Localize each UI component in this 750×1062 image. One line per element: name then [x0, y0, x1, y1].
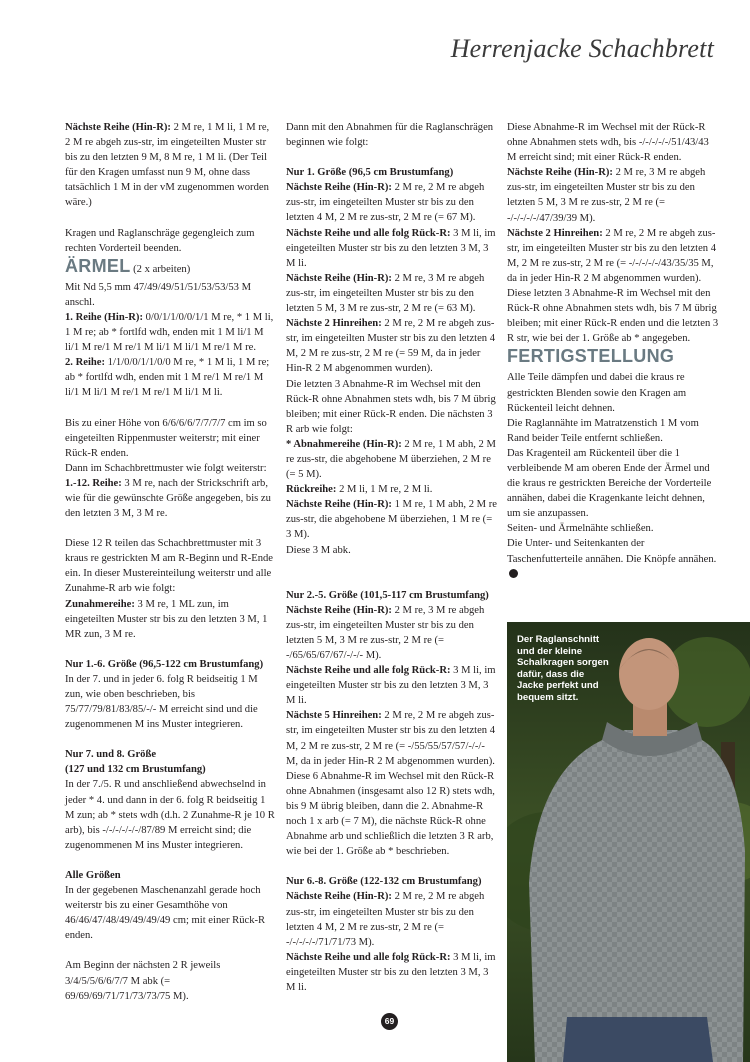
paragraph: Nächste Reihe (Hin-R): 1 M re, 1 M abh, 2 M re zus-str, die abgehobene M überziehen, 1 M re (= 3 M). [286, 499, 497, 541]
paragraph: Nächste 2 Hinreihen: 2 M re, 2 M re abgeh zus-str, im eingeteilten Muster str bis zu den letzten 4 M, 2 M re zus-str, 2 M re (= -/-/-/-/-/43/35/35 M, da in jeder Hin-R 2 M abgenommen wurden). [507, 227, 717, 284]
paragraph: In der 7./5. R und anschließend abwechselnd in jeder * 4. und dann in der 6. folg R beidseitig 1 M zun; ab * stets wdh (d.h. 2 Zunahme-R je 10 R arb), bis -/-/-/-/-/-/87/89 M erreicht sind; die zugenommenen M ins Muster integrieren. [65, 779, 275, 851]
paragraph: Seiten- und Ärmelnähte schließen. [507, 523, 654, 535]
paragraph: Nächste Reihe (Hin-R): 2 M re, 2 M re abgeh zus-str, im eingeteilten Muster str bis zu den letzten 4 M, 2 M re zus-str, 2 M re (= -/-/-/-/-/71/71/73 M). [286, 891, 485, 948]
paragraph: Diese Abnahme-R im Wechsel mit der Rück-R ohne Abnahmen stets wdh, bis -/-/-/-/-/51/43/43 M erreicht sind; mit einer Rück-R enden. [507, 122, 709, 164]
paragraph: Nächste Reihe und alle folg Rück-R: 3 M li, im eingeteilten Muster str bis zu den letzten 3 M, 3 M li. [286, 227, 496, 269]
photo-man-in-cardigan [507, 622, 750, 1062]
paragraph: Diese 6 Abnahme-R im Wechsel mit den Rück-R ohne Abnahmen (insgesamt also 12 R) stets wdh, bis 9 M übrig bleiben, dann die 2. Abnahme-R noch 1 x arb (= 7 M), die nächste Rück-R ohne Abnahme arb und schließlich die letzten 3 R arb, wie bei der 1. Größe ab * beschrieben. [286, 770, 495, 858]
column-2 [286, 120, 498, 995]
paragraph: Nächste Reihe (Hin-R): 2 M re, 2 M re abgeh zus-str, im eingeteilten Muster str bis zu den letzten 4 M, 2 M re zus-str, 2 M re (= 67 M). [286, 182, 485, 224]
paragraph: Nächste Reihe (Hin-R): 2 M re, 3 M re abgeh zus-str, im eingeteilten Muster str bis zu den letzten 5 M, 3 M re zus-str, 2 M re (= -/-/-/-/-/47/39/39 M). [507, 167, 706, 224]
paragraph: Kragen und Raglanschräge gegengleich zum rechten Vorderteil beenden. [65, 227, 255, 254]
subheading: Nur 1.-6. Größe (96,5-122 cm Brustumfang) [65, 658, 264, 670]
paragraph: Am Beginn der nächsten 2 R jeweils 3/4/5/5/6/6/7/7 M abk (= 69/69/69/71/71/73/73/75 M). [65, 960, 221, 1002]
end-mark-icon [509, 569, 518, 578]
subheading: Nur 6.-8. Größe (122-132 cm Brustumfang) [286, 876, 482, 888]
page-number: 69 [381, 1013, 398, 1030]
paragraph: Diese 3 M abk. [286, 544, 351, 556]
paragraph: Das Kragenteil am Rückenteil über die 1 verbleibende M am oberen Ende der Ärmel und die kraus re gestrickten Bereiche der Vorderteile annähen, dabei die Kragenkante leicht dehnen, um sie anzupassen. [507, 447, 712, 520]
paragraph: In der 7. und in jeder 6. folg R beidseitig 1 M zun, wie oben beschrieben, bis 75/77/79/81/83/85/-/- M erreicht sind und die zugenommenen M ins Muster integrieren. [65, 673, 258, 731]
paragraph: 1. Reihe (Hin-R): 0/0/1/1/0/0/1/1 M re, * 1 M li, 1 M re; ab * fortlfd wdh, enden mit 1 M li/1 M li/1 M re/1 M re/1 M li/1 M li/1 M re/1 M re. [65, 311, 274, 354]
paragraph: Bis zu einer Höhe von 6/6/6/6/7/7/7/7 cm im so eingeteilten Rippenmuster weiterstr; mit einer Rück-R enden. [65, 417, 267, 459]
paragraph: In der gegebenen Maschenanzahl gerade hoch weiterstr bis zu einer Gesamthöhe von 46/46/47/48/49/49/49/49 cm; mit einer Rück-R enden. [65, 885, 266, 942]
section-heading: ÄRMEL (2 x arbeiten) [65, 255, 191, 276]
paragraph: Rückreihe: 2 M li, 1 M re, 2 M li. [286, 484, 433, 496]
subheading: Nur 7. und 8. Größe [65, 749, 157, 761]
paragraph: Nächste 5 Hinreihen: 2 M re, 2 M re abgeh zus-str, im eingeteilten Muster str bis zu den letzten 4 M, 2 M re zus-str, 2 M re (= -/55/55/57/57/-/-/- M, da in jeder Hin-R 2 M abgenommen wurden). [286, 710, 496, 767]
paragraph: Mit Nd 5,5 mm 47/49/49/51/51/53/53/53 M anschl. [65, 281, 251, 308]
paragraph: * Abnahmereihe (Hin-R): 2 M re, 1 M abh, 2 M re zus-str, die abgehobene M überziehen, 2 M re (= 5 M). [286, 438, 496, 481]
paragraph: Nächste Reihe (Hin-R): 2 M re, 1 M li, 1 M re, 2 M re abgeh zus-str, im eingeteilten Muster str bis zu den letzten 9 M, 8 M re, 1 M li. (Der Teil für den Kragen umfasst nun 9 M, ohne dass tatsächlich 1 M in der vM zugenommen worden wäre.) [65, 122, 270, 209]
paragraph: Die letzten 3 Abnahme-R im Wechsel mit den Rück-R ohne Abnahmen stets wdh, bis 7 M übrig bleiben; mit einer Rück-R enden. Die nächsten 3 R arb wie folgt: [286, 378, 496, 435]
paragraph: Nächste 2 Hinreihen: 2 M re, 2 M re abgeh zus-str, im eingeteilten Muster str bis zu den letzten 4 M, 2 M re zus-str, 2 M re (= 59 M, da in jeder Hin-R 2 M abgenommen wurden). [286, 318, 496, 375]
subheading: Nur 1. Größe (96,5 cm Brustumfang) [286, 167, 454, 179]
paragraph: Dann mit den Abnahmen für die Raglanschrägen beginnen wie folgt: [286, 122, 494, 149]
paragraph: Die Raglannähte im Matratzenstich 1 M vom Rand beider Teile entfernt schließen. [507, 417, 699, 444]
paragraph: 2. Reihe: 1/1/0/0/1/1/0/0 M re, * 1 M li, 1 M re; ab * fortlfd wdh, enden mit 1 M re/1 M re/1 M li/1 M li/1 M re/1 M re/1 M li/1 M li. [65, 357, 270, 399]
paragraph: Die Unter- und Seitenkanten der Taschenfutterteile annähen. Die Knöpfe annähen. [507, 536, 719, 581]
paragraph: 1.-12. Reihe: 3 M re, nach der Strickschrift arb, wie für die gewünschte Größe angegeben, bis zu den letzten 3 M, 3 M re. [65, 477, 271, 520]
page-title: Herrenjacke Schachbrett [450, 34, 714, 63]
subheading: Nur 2.-5. Größe (101,5-117 cm Brustumfang) [286, 589, 489, 601]
column-3 [507, 120, 719, 582]
paragraph: Nächste Reihe (Hin-R): 2 M re, 3 M re abgeh zus-str, im eingeteilten Muster str bis zu den letzten 5 M, 3 M re zus-str, 2 M re (= 63 M). [286, 272, 485, 315]
subheading: Alle Größen [65, 869, 121, 881]
paragraph: Diese letzten 3 Abnahme-R im Wechsel mit den Rück-R ohne Abnahmen stets wdh, bis 7 M übrig bleiben; mit einer Rück-R enden und die letzten 3 R str, wie bei der 1. Größe ab * angegeben. [507, 288, 719, 345]
section-heading: FERTIGSTELLUNG [507, 346, 675, 367]
paragraph: Nächste Reihe und alle folg Rück-R: 3 M li, im eingeteilten Muster str bis zu den letzten 3 M, 3 M li. [286, 665, 496, 707]
paragraph: Dann im Schachbrettmuster wie folgt weiterstr: [65, 462, 267, 474]
paragraph: Nächste Reihe (Hin-R): 2 M re, 3 M re abgeh zus-str, im eingeteilten Muster str bis zu den letzten 5 M, 3 M re zus-str, 2 M re (= -/65/65/67/67/-/-/- M). [286, 604, 485, 661]
paragraph: Nächste Reihe und alle folg Rück-R: 3 M li, im eingeteilten Muster str bis zu den letzten 3 M, 3 M li. [286, 951, 496, 993]
subheading: (127 und 132 cm Brustumfang) [65, 764, 206, 776]
paragraph: Alle Teile dämpfen und dabei die kraus re gestrickten Blenden sowie den Kragen am Rückenteil leicht dehnen. [507, 372, 687, 414]
paragraph: Zunahmereihe: 3 M re, 1 ML zun, im eingeteilten Muster str bis zu den letzten 3 M, 1 MR zun, 3 M re. [65, 598, 268, 640]
paragraph: Diese 12 R teilen das Schachbrettmuster mit 3 kraus re gestrickten M am R-Beginn und R-Ende ein. In dieser Mustereinteilung weiterstr und alle Zunahme-R arb wie folgt: [65, 538, 274, 595]
photo-caption: Der Raglanschnitt und der kleine Schalkragen sorgen dafür, dass die Jacke perfekt und bequem sitzt. [517, 634, 609, 703]
column-1 [65, 120, 277, 1004]
